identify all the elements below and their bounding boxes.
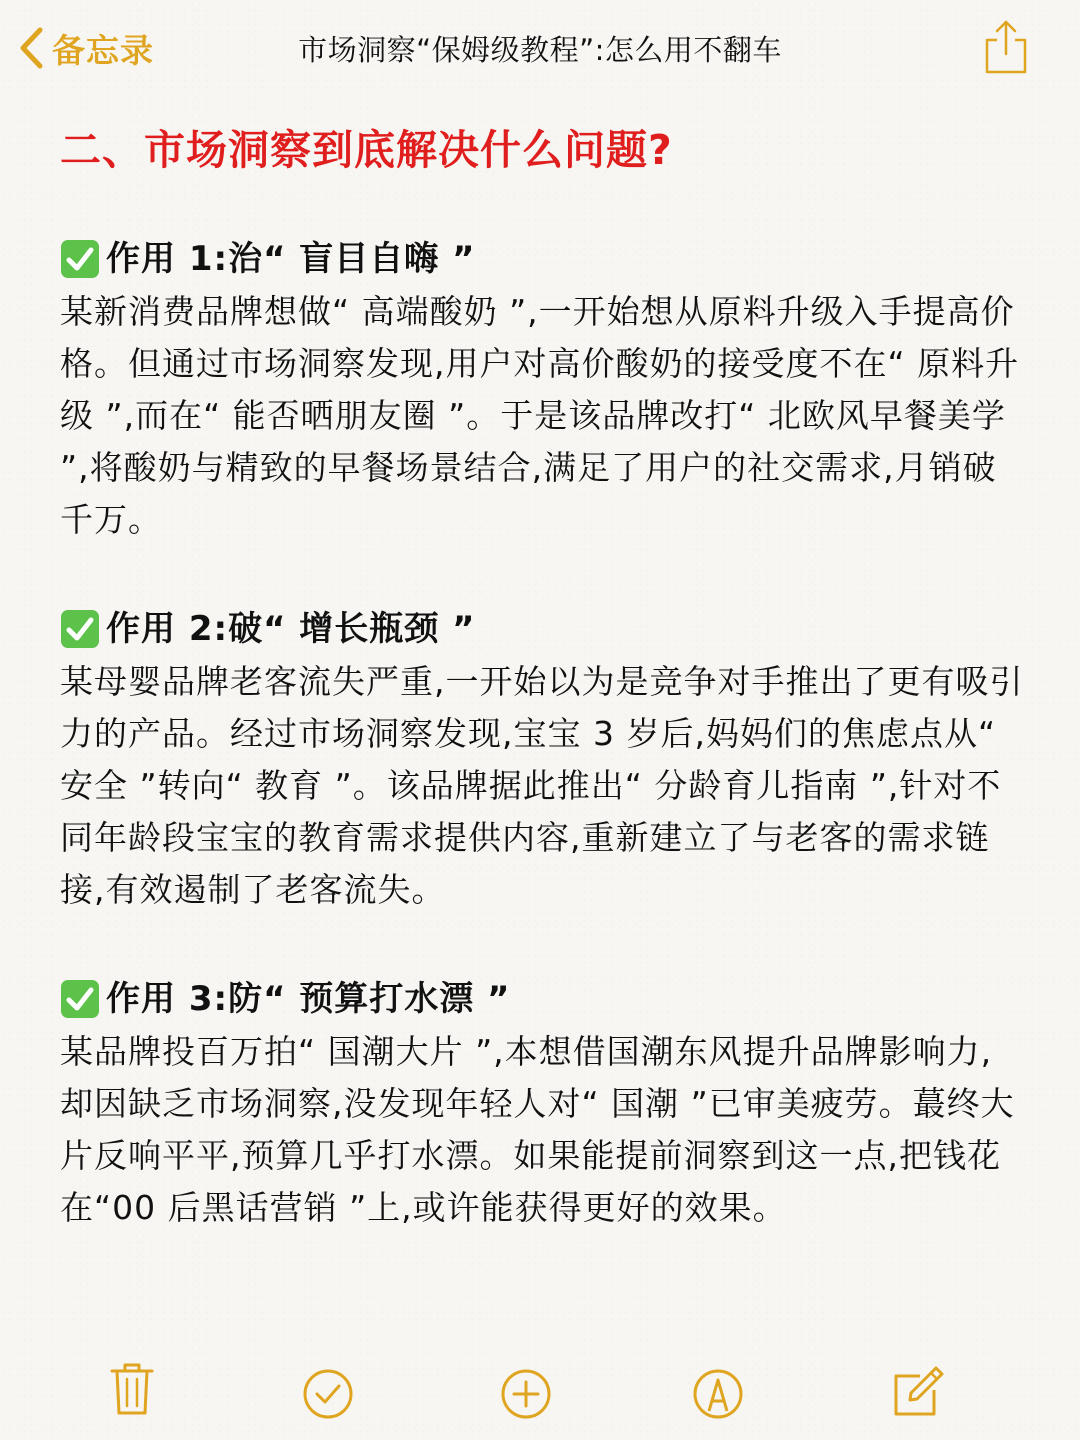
compose-button[interactable]	[884, 1356, 948, 1420]
chevron-left-icon	[18, 26, 44, 70]
item-heading-text: 作用 2:破“ 增长瓶颈 ”	[106, 609, 476, 649]
item-heading-text: 作用 3:防“ 预算打水漂 ”	[106, 979, 511, 1019]
item-heading	[60, 602, 1025, 656]
bottom-toolbar	[0, 1356, 1080, 1432]
list-item	[60, 972, 1025, 1234]
list-item	[60, 602, 1025, 916]
add-icon	[494, 1356, 558, 1420]
compose-icon	[884, 1356, 948, 1420]
trash-icon	[100, 1356, 164, 1420]
share-icon	[980, 61, 1032, 80]
note-body[interactable]	[60, 118, 1025, 1290]
list-item	[60, 232, 1025, 546]
add-button[interactable]	[494, 1356, 558, 1420]
checklist-button[interactable]	[296, 1356, 360, 1420]
check-mark-icon	[60, 239, 100, 279]
markup-icon	[686, 1356, 750, 1420]
note-title: 市场洞察“保姆级教程”:怎么用不翻车	[298, 33, 782, 67]
navigation-bar	[0, 0, 1080, 100]
share-button[interactable]	[980, 16, 1032, 76]
item-body: 某品牌投百万拍“ 国潮大片 ”,本想借国潮东风提升品牌影响力,却因缺乏市场洞察,没发现年轻人对“ 国潮 ”已审美疲劳。蕞终大片反响平平,预算几乎打水漂。如果能提前洞察到这一点,把钱花在“00 后黑话营销 ”上,或许能获得更好的效果。	[60, 1032, 1015, 1227]
item-body: 某新消费品牌想做“ 高端酸奶 ”,一开始想从原料升级入手提高价格。但通过市场洞察发现,用户对高价酸奶的接受度不在“ 原料升级 ”,而在“ 能否晒朋友圈 ”。于是该品牌改打“ 北欧风早餐美学 ”,将酸奶与精致的早餐场景结合,满足了用户的社交需求,月销破千万。	[60, 292, 1020, 539]
back-button[interactable]	[18, 22, 154, 74]
delete-button[interactable]	[100, 1356, 164, 1420]
checklist-icon	[296, 1356, 360, 1420]
item-body: 某母婴品牌老客流失严重,一开始以为是竞争对手推出了更有吸引力的产品。经过市场洞察发现,宝宝 3 岁后,妈妈们的焦虑点从“ 安全 ”转向“ 教育 ”。该品牌据此推出“ 分龄育儿指南 ”,针对不同年龄段宝宝的教育需求提供内容,重新建立了与老客的需求链接,有效遏制了老客流失。	[60, 662, 1024, 909]
item-heading	[60, 232, 1025, 286]
section-heading: 二、市场洞察到底解决什么问题?	[60, 126, 673, 174]
item-heading	[60, 972, 1025, 1026]
markup-button[interactable]	[686, 1356, 750, 1420]
check-mark-icon	[60, 609, 100, 649]
item-heading-text: 作用 1:治“ 盲目自嗨 ”	[106, 239, 476, 279]
back-label: 备忘录	[52, 30, 154, 70]
check-mark-icon	[60, 979, 100, 1019]
